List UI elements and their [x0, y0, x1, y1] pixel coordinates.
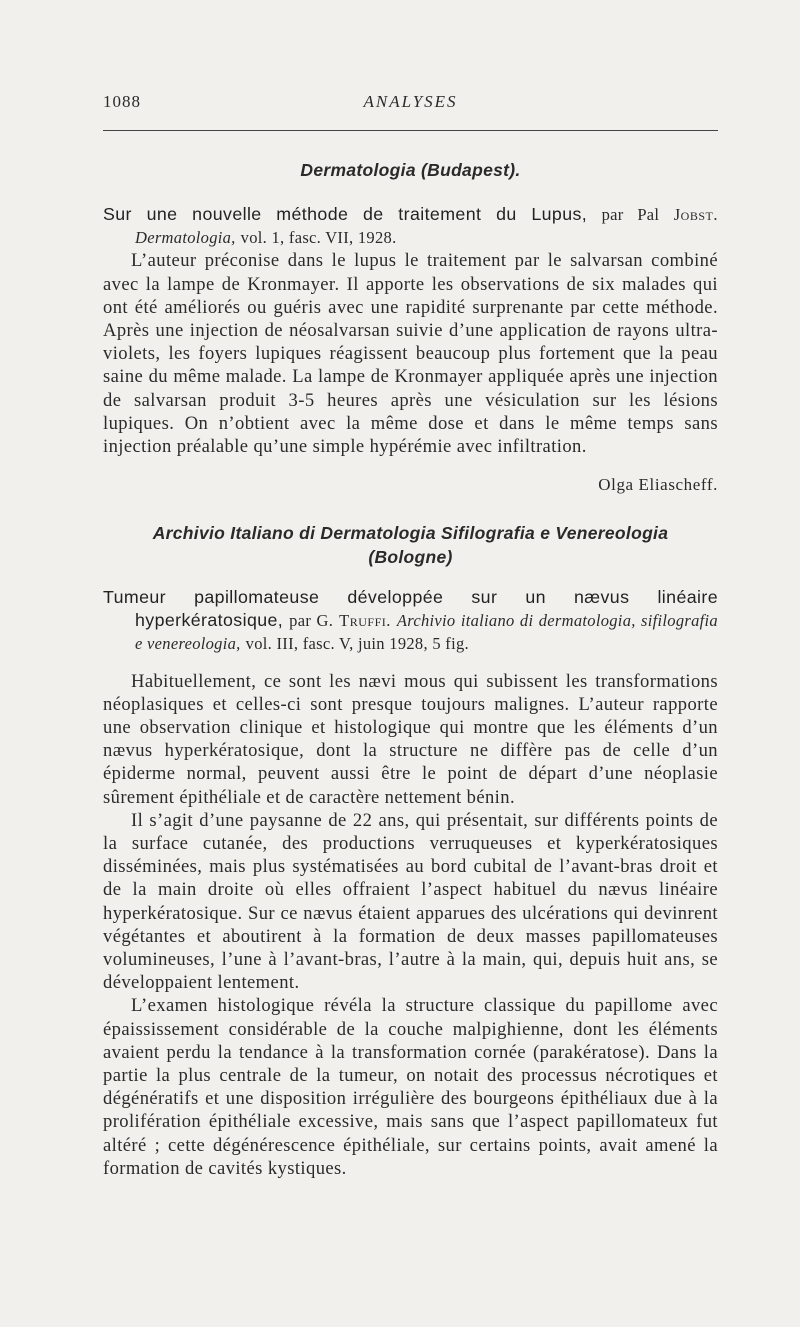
running-head [103, 92, 718, 122]
journal-heading-line2: (Bologne) [368, 547, 453, 567]
journal-heading-line1: Archivio Italiano di Dermatologia Sifilografia e Venereologia [152, 523, 669, 543]
article-volume: vol. 1, fasc. VII, 1928. [240, 228, 397, 248]
abstract-paragraph: Habituellement, ce sont les nævi mous qui subissent les transformations néoplasiques et celles-ci sont presque toujours malignes. L’auteur rapporte une observation clinique et histologique qui montre que les éléments d’un nævus hyperkératosique, dont la structure ne diffère pas de celle d’un épiderme normal, peuvent aussi être le point de départ d’une néoplasie sûrement épithéliale et de caractère nettement bénin. [103, 670, 718, 808]
article-journal: Archivio italiano di dermatologia, sifilografia e venereologia, [135, 611, 718, 654]
journal-heading-dermatologia: Dermatologia (Budapest). [300, 160, 521, 180]
article-title: Tumeur papillomateuse développée sur un nævus linéaire hyperkératosique, [103, 587, 718, 631]
article-journal: Dermatologia, [135, 228, 236, 248]
article-by: par Pal [601, 205, 660, 224]
abstract-paragraph: L’examen histologique révéla la structure classique du papillome avec épaississement considérable de la couche malpighienne, dont les éléments avaient perdu la tendance à la transformation cornée (parakératose). Dans la partie la plus centrale de la tumeur, on notait des processus nécrotiques et dégénératifs et une disposition irrégulière des bourgeons épithéliaux due à la prolifération épithéliale excessive, mais sans que l’aspect papillomateux fut altéré ; cette dégénérescence épithéliale, sur certains points, avait amené la formation de cavités kystiques. [103, 995, 718, 1179]
article-entry-papillome [103, 586, 718, 1180]
article-by: par G. [289, 611, 334, 631]
header-rule [103, 130, 718, 131]
journal-heading-archivio [103, 523, 718, 568]
abstract-paragraph: L’auteur préconise dans le lupus le traitement par le salvarsan combiné avec la lampe de Kronmayer. Il apporte les observations de six malades qui ont été améliorés ou guéris avec une rapidité surprenante par cette méthode. Après une injection de néosalvarsan suivie d’une application de rayons ultra-violets, les foyers lupiques réagissent beaucoup plus fortement que la peau saine du même malade. La lampe de Kronmayer appliquée après une injection de salvarsan produit 3-5 heures après une vésiculation sur les lésions lupiques. On n’obtient avec la même dose et dans le même temps sans injection préalable qu’une simple hypérémie avec infiltration. [103, 250, 718, 458]
article-entry-lupus [103, 203, 718, 458]
article-citation [103, 203, 718, 249]
article-author: Truffi. [339, 611, 391, 631]
article-volume: vol. III, fasc. V, juin 1928, 5 fig. [245, 634, 469, 654]
article-author: Jobst. [673, 205, 718, 224]
article-citation [103, 586, 718, 656]
running-title: ANALYSES [363, 92, 458, 111]
page-number: 1088 [103, 92, 141, 111]
abstract-paragraph: Il s’agit d’une paysanne de 22 ans, qui présentait, sur différents points de la surface cutanée, des productions verruqueuses et kyperkératosiques disséminées, mais plus systématisées au bord cubital de l’avant-bras droit et de la main droite où elles offraient l’aspect habituel du nævus linéaire hyperkératosique. Sur ce nævus étaient apparues des ulcérations qui devinrent végétantes et aboutirent à la formation de deux masses papillomateuses volumineuses, l’une à l’avant-bras, l’autre à la main, qui, depuis huit ans, se développaient lentement. [103, 809, 718, 994]
article-title: Sur une nouvelle méthode de traitement du Lupus, [103, 204, 588, 224]
reviewer-signature: Olga Eliascheff. [598, 475, 718, 494]
